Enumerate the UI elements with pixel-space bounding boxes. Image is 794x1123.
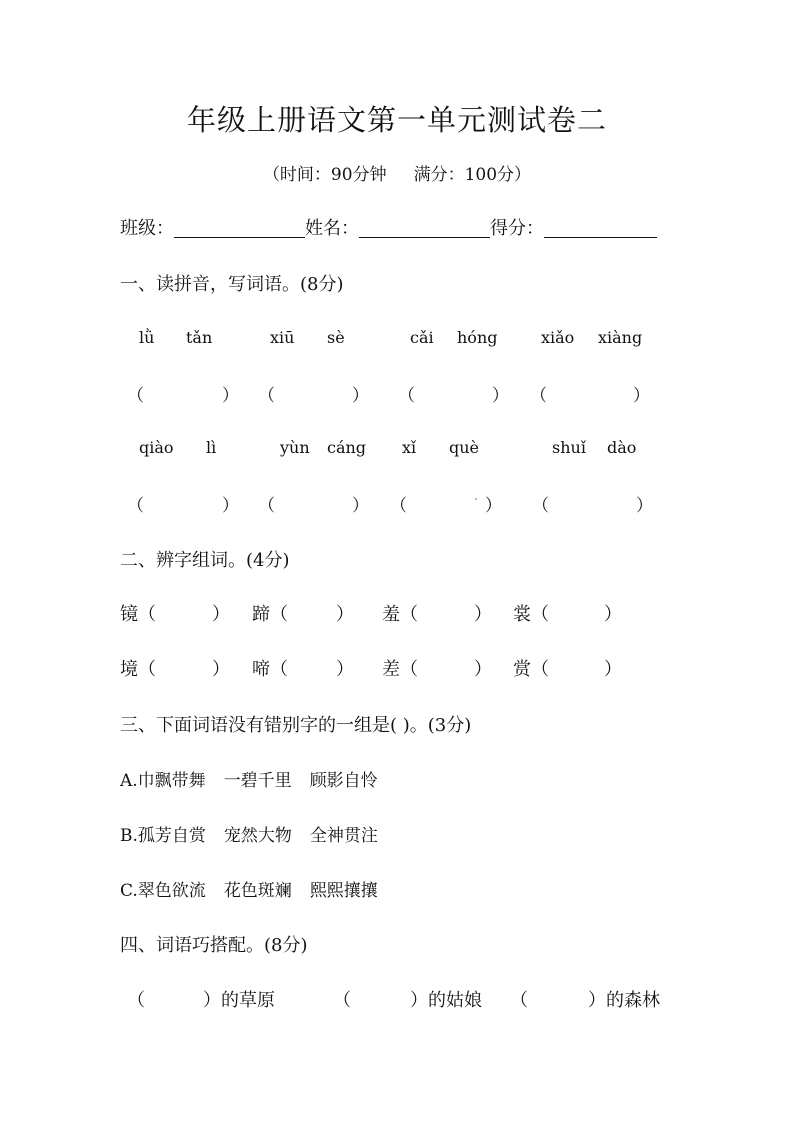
option-label: A. [120, 771, 138, 791]
close-paren: ） [604, 604, 622, 625]
name-blank[interactable] [359, 219, 490, 238]
char-item: 羞（ [382, 604, 418, 625]
option-word: 孤芳自赏 [137, 826, 206, 846]
option-word: 翠色欲流 [137, 881, 206, 901]
open-paren: （ [532, 496, 549, 516]
pinyin: què [449, 438, 480, 457]
char-item: 裳（ [513, 604, 549, 625]
section2-heading: 二、辨字组词。(4分) [120, 550, 290, 571]
section4-heading: 四、词语巧搭配。(8分) [120, 935, 308, 956]
close-paren: ） [604, 659, 622, 680]
open-paren: （ [390, 496, 407, 516]
option-c[interactable] [120, 876, 396, 901]
pinyin: yùn [280, 438, 310, 457]
section1-heading: 一、读拼音，写词语。(8分) [120, 274, 344, 295]
option-b[interactable] [120, 821, 396, 846]
pinyin: dào [607, 438, 637, 457]
char-item: 蹄（ [252, 604, 288, 625]
pinyin: sè [327, 328, 345, 347]
char-item: 境（ [120, 659, 156, 680]
section3-heading: 三、下面词语没有错别字的一组是( )。(3分) [120, 715, 472, 736]
close-paren: ） [212, 604, 230, 625]
pinyin: xiū [270, 328, 295, 347]
pinyin: xiàng [598, 328, 643, 347]
close-paren: ） [352, 496, 369, 516]
open-paren: （ [258, 496, 275, 516]
open-paren: （ [258, 386, 275, 406]
close-paren: ） [212, 659, 230, 680]
open-paren: （ [127, 386, 144, 406]
score-label: 得分： [490, 218, 544, 239]
option-word: 一碧千里 [223, 771, 292, 791]
char-item: 赏（ [513, 659, 549, 680]
pinyin: hóng [457, 328, 498, 347]
pinyin: lì [206, 438, 217, 457]
student-info-line [120, 214, 657, 240]
close-paren: ） [485, 496, 502, 516]
match-item: ）的草原 [203, 990, 275, 1011]
close-paren: ） [352, 386, 369, 406]
page-title: 年级上册语文第一单元测试卷二 [186, 103, 607, 137]
char-item: 啼（ [252, 659, 288, 680]
close-paren: ） [336, 659, 354, 680]
option-word: 全神贯注 [309, 826, 378, 846]
open-paren: （ [398, 386, 415, 406]
option-word: 熙熙攘攘 [309, 881, 378, 901]
option-word: 顾影自怜 [309, 771, 378, 791]
exam-subtitle: （时间：90分钟 满分：100分） [262, 165, 532, 185]
pinyin: xiǎo [541, 328, 575, 347]
name-label: 姓名： [305, 218, 359, 239]
close-paren: ） [474, 604, 492, 625]
option-word: 宠然大物 [223, 826, 292, 846]
option-word: 巾飘带舞 [137, 771, 206, 791]
match-item: ）的森林 [588, 990, 660, 1011]
open-paren: （ [510, 990, 528, 1011]
pinyin: shuǐ [552, 438, 586, 457]
char-item: 差（ [382, 659, 418, 680]
class-blank[interactable] [174, 219, 305, 238]
close-paren: ） [492, 386, 509, 406]
class-label: 班级： [120, 218, 174, 239]
open-paren: （ [127, 496, 144, 516]
close-paren: ） [633, 386, 650, 406]
score-blank[interactable] [544, 219, 657, 238]
option-label: B. [120, 826, 138, 846]
stray-dot [475, 498, 477, 500]
option-label: C. [120, 881, 138, 901]
open-paren: （ [127, 990, 145, 1011]
char-item: 镜（ [120, 604, 156, 625]
open-paren: （ [530, 386, 547, 406]
pinyin: qiào [139, 438, 174, 457]
pinyin: xǐ [402, 438, 417, 457]
close-paren: ） [336, 604, 354, 625]
pinyin: cǎi [410, 328, 434, 347]
close-paren: ） [636, 496, 653, 516]
close-paren: ） [222, 386, 239, 406]
open-paren: （ [333, 990, 351, 1011]
close-paren: ） [474, 659, 492, 680]
pinyin: lǜ [139, 328, 155, 347]
match-item: ）的姑娘 [410, 990, 482, 1011]
pinyin: cáng [327, 438, 367, 457]
option-a[interactable] [120, 766, 396, 791]
option-word: 花色斑斓 [223, 881, 292, 901]
pinyin: tǎn [186, 328, 213, 347]
close-paren: ） [222, 496, 239, 516]
